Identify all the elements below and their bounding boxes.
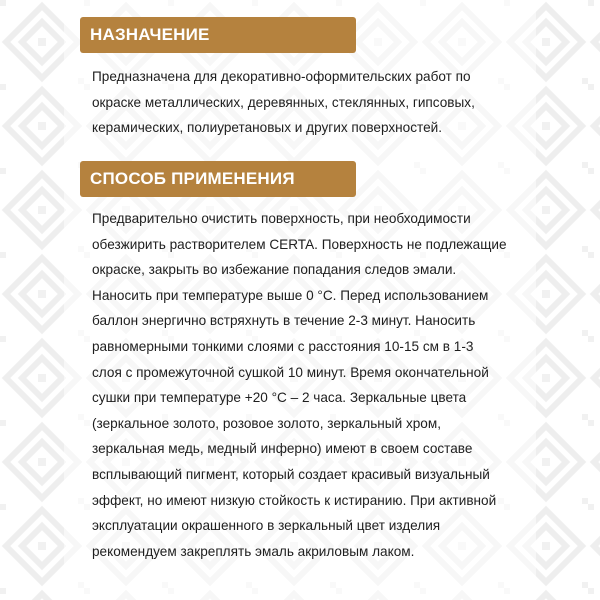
text-line: эффект, но имеют низкую стойкость к истиранию. При активной [92, 492, 497, 508]
application-text [92, 206, 507, 564]
section-header-purpose [80, 17, 356, 53]
text-line: (зеркальное золото, розовое золото, зеркальный хром, [92, 415, 441, 431]
text-line: равномерными тонкими слоями с расстояния 10-15 см в 1-3 [92, 338, 474, 354]
text-line: сушки при температуре +20 °С – 2 часа. Зеркальные цвета [92, 390, 467, 406]
text-line: обезжирить растворителем CERTA. Поверхность не подлежащие [92, 236, 507, 252]
text-line: керамических, полиуретановых и других поверхностей. [92, 120, 443, 136]
text-line: окраске металлических, деревянных, стеклянных, гипсовых, [92, 94, 475, 110]
text-line: эксплуатации окрашенного в зеркальный цвет изделия [92, 518, 441, 534]
text-line: баллон энергично встряхнуть в течение 2-3 минут. Наносить [92, 313, 476, 329]
section-header-application [80, 161, 356, 197]
text-line: всплывающий пигмент, который создает красивый визуальный [92, 466, 490, 482]
section-title-purpose: НАЗНАЧЕНИЕ [90, 25, 210, 44]
section-title-application: СПОСОБ ПРИМЕНЕНИЯ [90, 169, 295, 188]
purpose-text [92, 64, 475, 141]
text-line: зеркальная медь, медный инферно) имеют в своем составе [92, 441, 473, 457]
text-line: Предназначена для декоративно-оформительских работ по [92, 69, 471, 84]
text-line: рекомендуем закреплять эмаль акриловым лаком. [92, 543, 415, 559]
text-line: окраске, закрыть во избежание попадания следов эмали. [92, 262, 457, 278]
text-line: слоя с промежуточной сушкой 10 минут. Время окончательной [92, 364, 489, 380]
text-line: Предварительно очистить поверхность, при необходимости [92, 211, 471, 226]
text-line: Наносить при температуре выше 0 °С. Перед использованием [92, 287, 489, 303]
